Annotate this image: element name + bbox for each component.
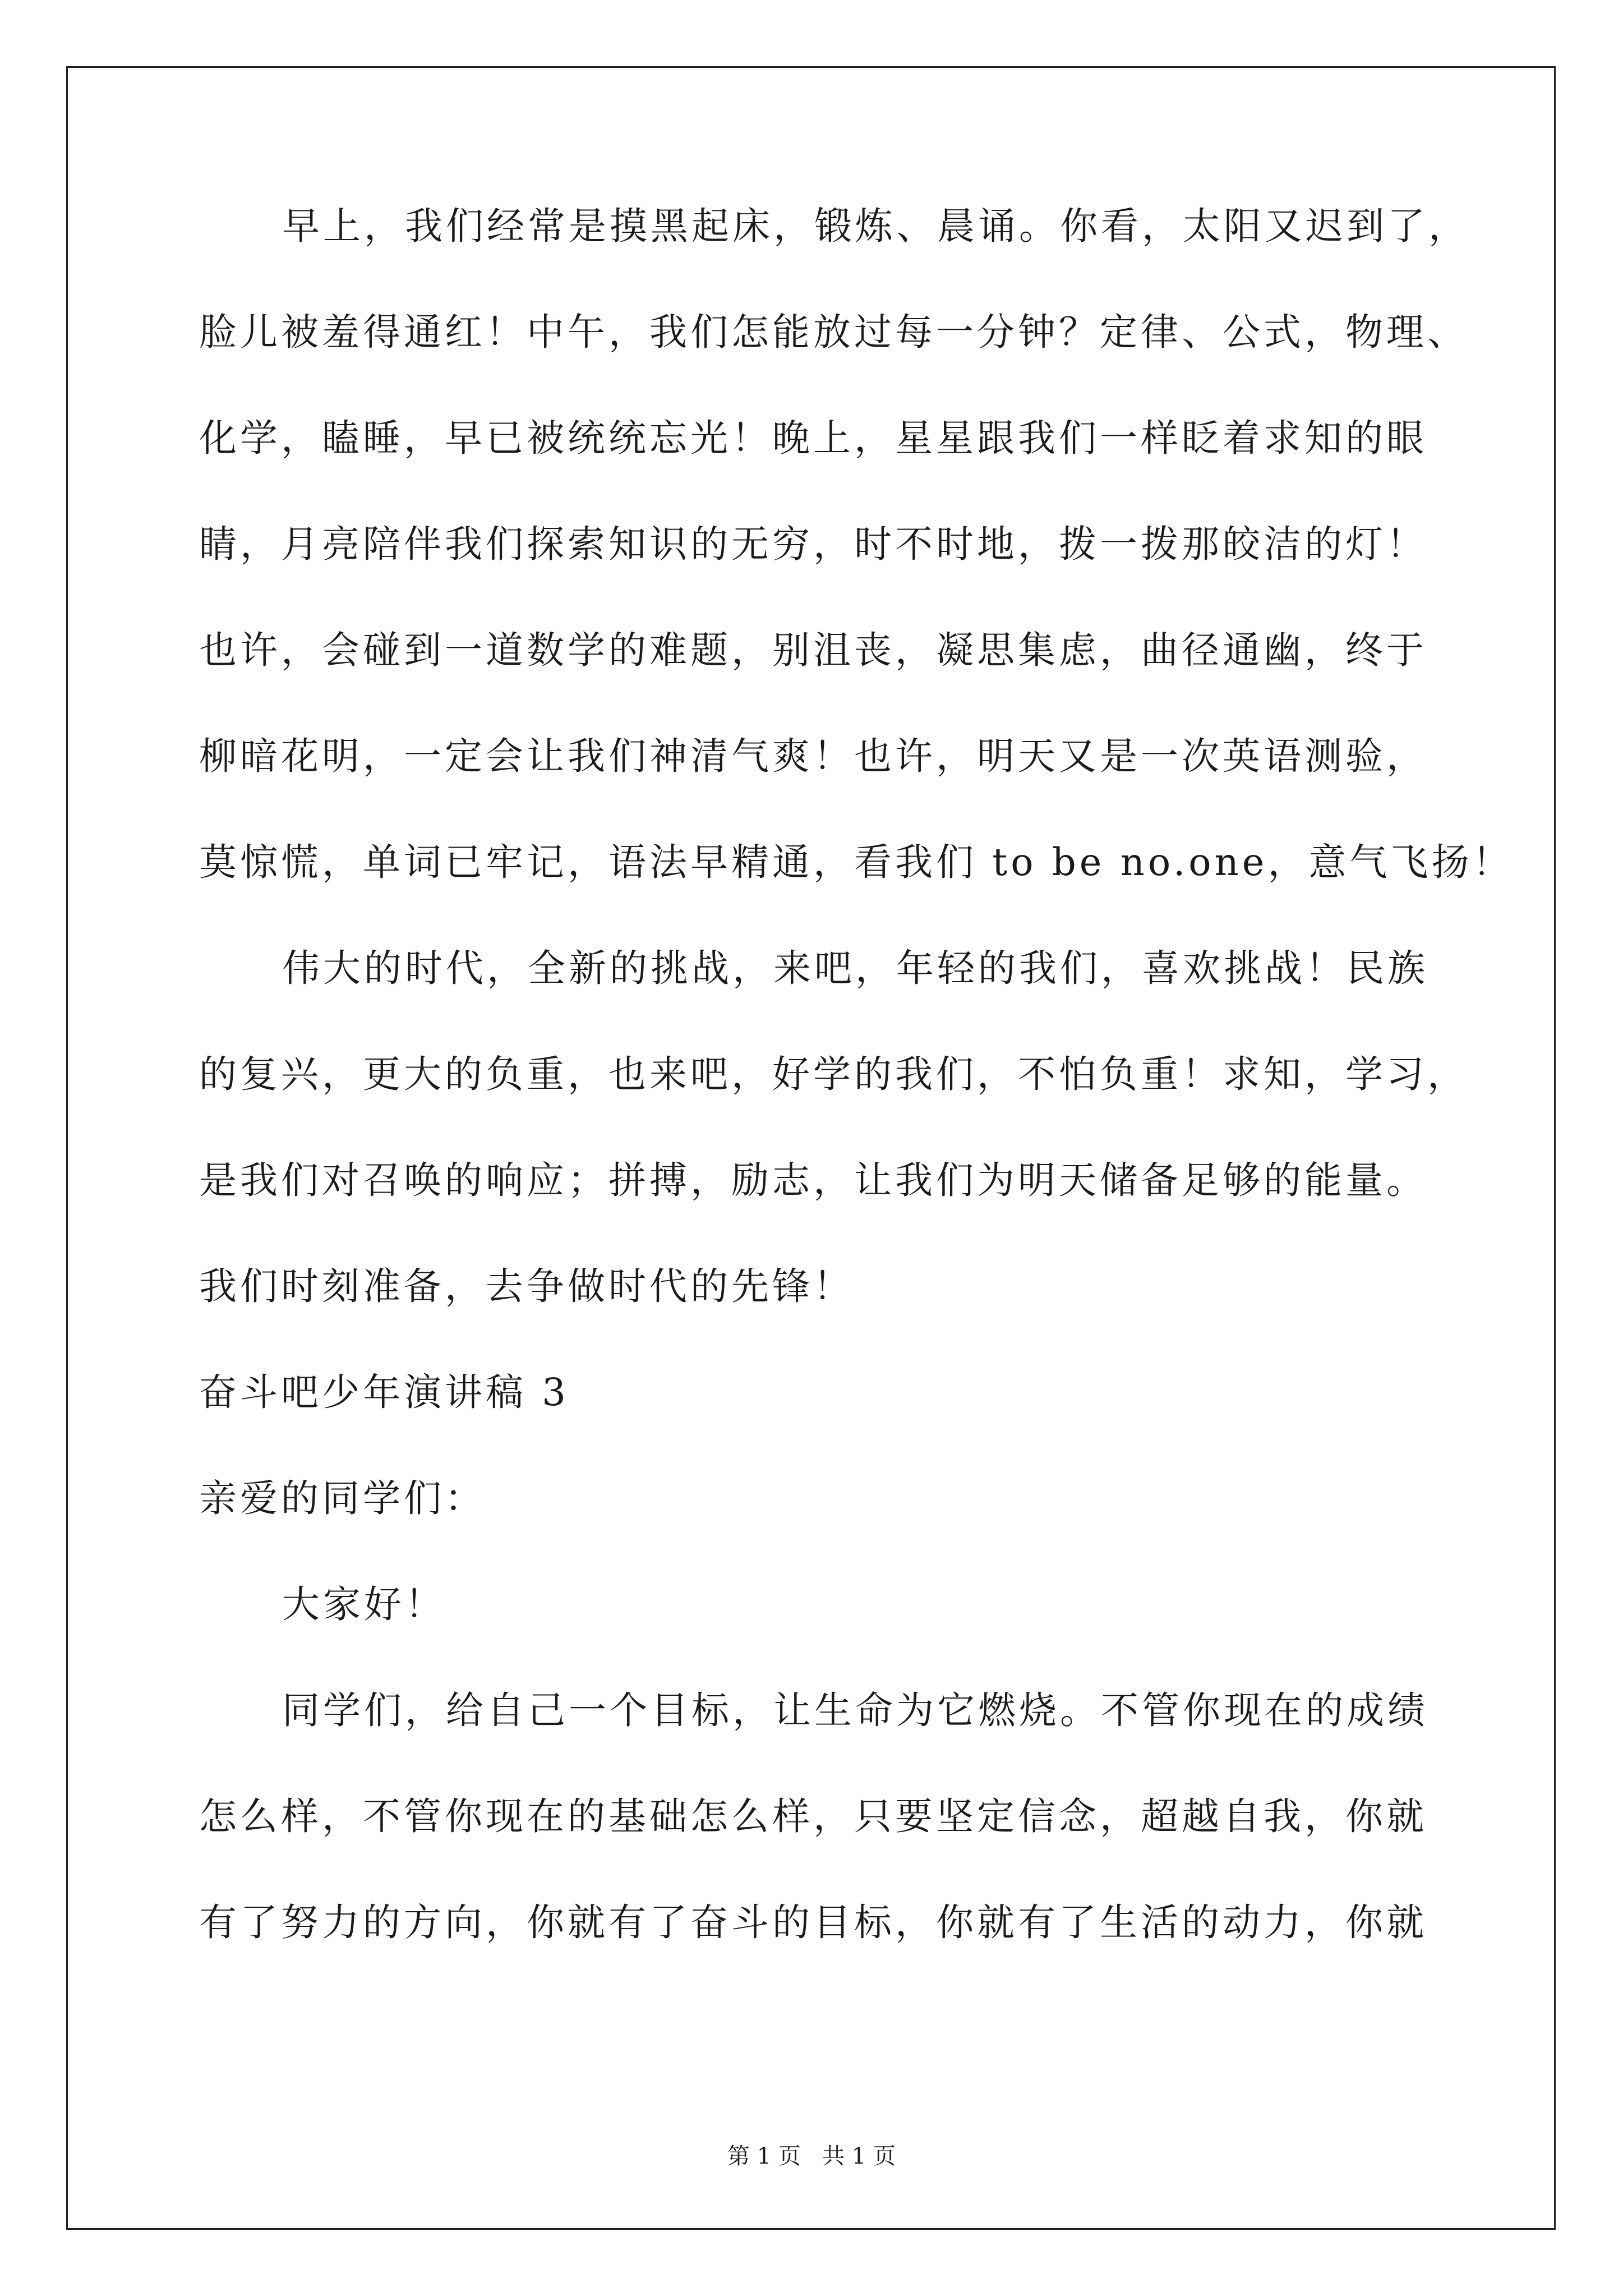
text-line: 同学们，给自己一个目标，让生命为它燃烧。不管你现在的成绩	[282, 1688, 1428, 1732]
text-line: 脸儿被羞得通红！中午，我们怎能放过每一分钟？定律、公式，物理、	[199, 310, 1468, 354]
text-line: 奋斗吧少年演讲稿 3	[199, 1370, 569, 1414]
text-line: 柳暗花明，一定会让我们神清气爽！也许，明天又是一次英语测验，	[199, 734, 1427, 778]
text-line: 睛，月亮陪伴我们探索知识的无穷，时不时地，拨一拨那皎洁的灯！	[199, 522, 1427, 566]
document-body	[199, 204, 1514, 2010]
text-line: 莫惊慌，单词已牢记，语法早精通，看我们 to be no.one，意气飞扬！	[199, 840, 1514, 884]
text-line: 也许，会碰到一道数学的难题，别沮丧，凝思集虑，曲径通幽，终于	[199, 628, 1427, 672]
text-line: 化学，瞌睡，早已被统统忘光！晚上，星星跟我们一样眨着求知的眼	[199, 416, 1427, 460]
paragraph	[199, 1476, 1433, 1586]
text-line: 有了努力的方向，你就有了奋斗的目标，你就有了生活的动力，你就	[199, 1901, 1427, 1944]
paragraph	[199, 204, 1514, 950]
text-line: 亲爱的同学们：	[199, 1476, 486, 1520]
text-line: 伟大的时代，全新的挑战，来吧，年轻的我们，喜欢挑战！民族	[282, 946, 1428, 990]
paragraph	[199, 1688, 1433, 2010]
paragraph	[199, 1582, 1433, 1692]
text-line: 我们时刻准备，去争做时代的先锋！	[199, 1264, 854, 1308]
text-line: 是我们对召唤的响应；拼搏，励志，让我们为明天储备足够的能量。	[199, 1158, 1427, 1202]
paragraph	[199, 946, 1468, 1374]
text-line: 早上，我们经常是摸黑起床，锻炼、晨诵。你看，太阳又迟到了，	[282, 204, 1469, 248]
text-line: 怎么样，不管你现在的基础怎么样，只要坚定信念，超越自我，你就	[199, 1795, 1427, 1838]
paragraph	[199, 1370, 1433, 1480]
text-line: 的复兴，更大的负重，也来吧，好学的我们，不怕负重！求知，学习，	[199, 1052, 1468, 1096]
page-footer: 第 1 页 共 1 页	[727, 2143, 896, 2169]
text-line: 大家好！	[282, 1582, 446, 1626]
